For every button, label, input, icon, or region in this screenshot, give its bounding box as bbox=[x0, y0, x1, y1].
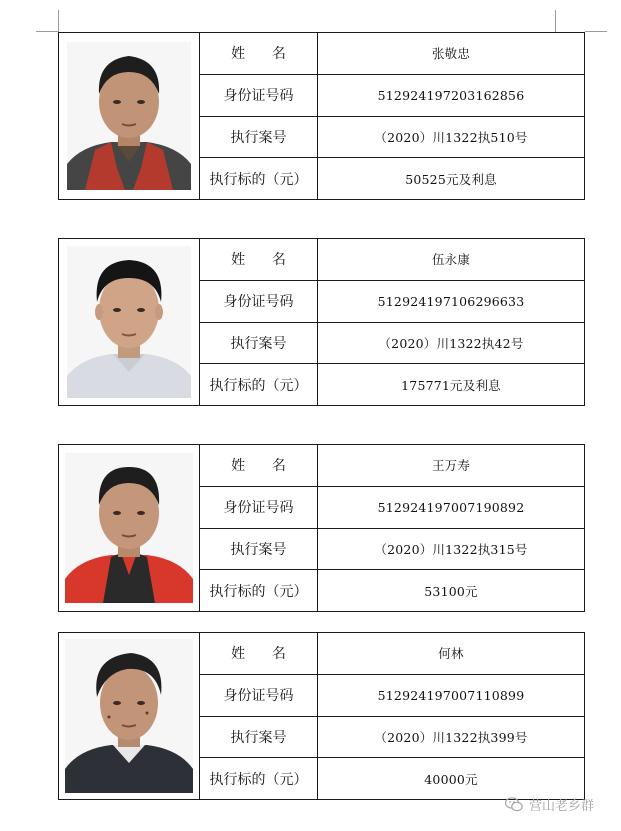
amount-row bbox=[200, 364, 584, 405]
name-value: 伍永康 bbox=[431, 252, 471, 268]
id-value: 512924197007110899 bbox=[377, 687, 525, 703]
name-value: 王万寿 bbox=[431, 458, 471, 474]
photo-cell bbox=[59, 633, 200, 799]
case-value: （2020）川1322执42号 bbox=[378, 335, 524, 351]
amount-label: 执行标的（元） bbox=[200, 570, 318, 611]
info-grid bbox=[200, 239, 584, 405]
amount-value: 50525元及利息 bbox=[405, 171, 497, 187]
id-row bbox=[200, 75, 584, 117]
amount-value: 40000元 bbox=[424, 771, 478, 787]
name-value: 何林 bbox=[438, 646, 464, 662]
record-card bbox=[58, 444, 585, 612]
amount-row bbox=[200, 758, 584, 799]
case-row bbox=[200, 717, 584, 759]
case-label: 执行案号 bbox=[200, 117, 318, 158]
info-grid bbox=[200, 33, 584, 199]
id-label: 身份证号码 bbox=[200, 675, 318, 716]
crop-mark-right-vertical bbox=[555, 10, 556, 32]
id-row bbox=[200, 281, 584, 323]
amount-value: 175771元及利息 bbox=[401, 377, 501, 393]
id-label: 身份证号码 bbox=[200, 487, 318, 528]
photo-cell bbox=[59, 33, 200, 199]
case-row bbox=[200, 117, 584, 159]
name-label: 姓 名 bbox=[200, 33, 318, 74]
name-row bbox=[200, 239, 584, 281]
name-row bbox=[200, 33, 584, 75]
case-value: （2020）川1322执510号 bbox=[374, 129, 528, 145]
info-grid bbox=[200, 633, 584, 799]
name-value: 张敬忠 bbox=[431, 46, 471, 62]
amount-label: 执行标的（元） bbox=[200, 364, 318, 405]
crop-mark-left-vertical bbox=[58, 10, 59, 32]
case-value: （2020）川1322执399号 bbox=[374, 729, 528, 745]
case-row bbox=[200, 529, 584, 571]
case-label: 执行案号 bbox=[200, 529, 318, 570]
case-value: （2020）川1322执315号 bbox=[374, 541, 528, 557]
amount-label: 执行标的（元） bbox=[200, 158, 318, 199]
info-grid bbox=[200, 445, 584, 611]
photo-cell bbox=[59, 239, 200, 405]
name-label: 姓 名 bbox=[200, 633, 318, 674]
watermark bbox=[505, 795, 594, 814]
name-label: 姓 名 bbox=[200, 445, 318, 486]
record-card bbox=[58, 32, 585, 200]
name-row bbox=[200, 445, 584, 487]
amount-label: 执行标的（元） bbox=[200, 758, 318, 799]
amount-row bbox=[200, 570, 584, 611]
case-label: 执行案号 bbox=[200, 323, 318, 364]
crop-mark-left-horizontal bbox=[36, 31, 58, 32]
amount-row bbox=[200, 158, 584, 199]
portrait-photo bbox=[67, 246, 191, 398]
watermark-text: 营山老乡群 bbox=[529, 799, 595, 814]
name-row bbox=[200, 633, 584, 675]
record-card bbox=[58, 238, 585, 406]
portrait-photo bbox=[65, 453, 193, 603]
crop-mark-right-horizontal bbox=[585, 31, 607, 32]
wechat-icon bbox=[505, 797, 523, 812]
id-label: 身份证号码 bbox=[200, 281, 318, 322]
portrait-photo bbox=[67, 42, 191, 190]
name-label: 姓 名 bbox=[200, 239, 318, 280]
id-value: 512924197203162856 bbox=[377, 87, 525, 103]
id-value: 512924197106296633 bbox=[377, 293, 525, 309]
id-label: 身份证号码 bbox=[200, 75, 318, 116]
portrait-photo bbox=[65, 639, 193, 793]
case-row bbox=[200, 323, 584, 365]
id-value: 512924197007190892 bbox=[377, 499, 525, 515]
record-card bbox=[58, 632, 585, 800]
amount-value: 53100元 bbox=[424, 583, 478, 599]
photo-cell bbox=[59, 445, 200, 611]
case-label: 执行案号 bbox=[200, 717, 318, 758]
id-row bbox=[200, 487, 584, 529]
id-row bbox=[200, 675, 584, 717]
